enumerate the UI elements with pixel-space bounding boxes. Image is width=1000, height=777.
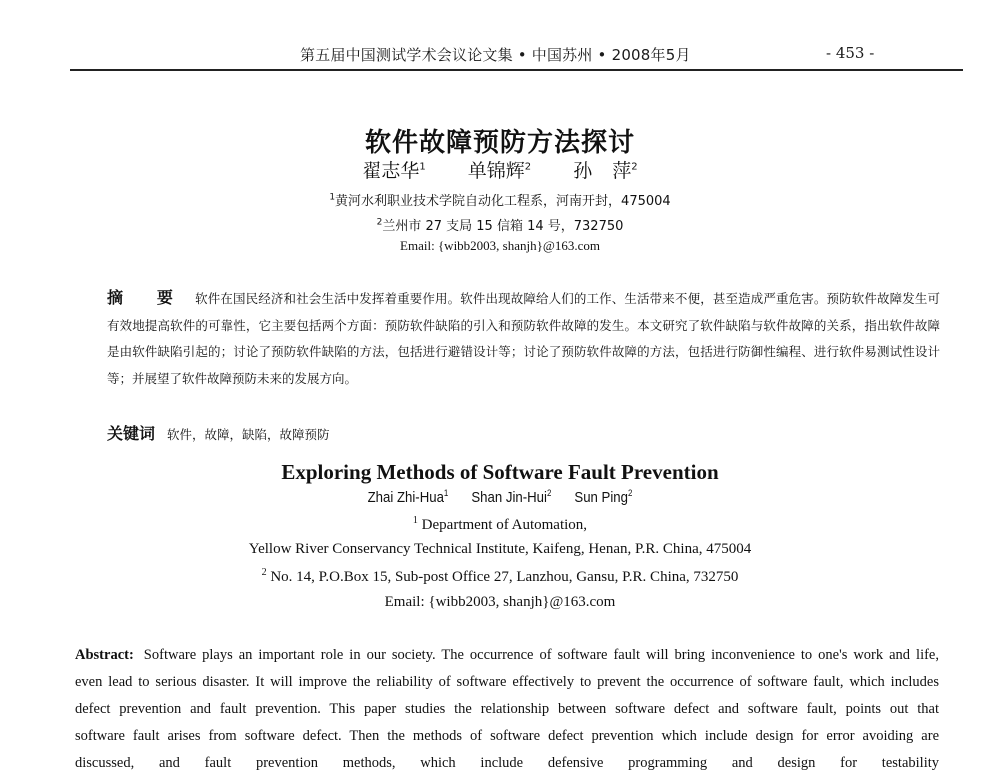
paper-title-cn: 软件故障预防方法探讨 bbox=[364, 128, 635, 158]
abstract-en-line: even lead to serious disaster. It will improve the reliability of software effectively to prevent the occurrence of software fault, which includes bbox=[75, 674, 939, 690]
abstract-en-line: defect prevention and fault prevention. This paper studies the relationship between software defect and software fault, points out that bbox=[75, 701, 939, 717]
author-cn: 单锦辉$^2$ bbox=[467, 160, 532, 182]
abstract-en bbox=[75, 642, 939, 777]
email-en: Email: {wibb2003, shanjh}@163.com bbox=[384, 594, 616, 610]
page-number: - 453 - bbox=[826, 44, 875, 62]
keywords-cn-text: 软件，故障，缺陷，故障预防 bbox=[167, 427, 330, 442]
paper-title-en: Exploring Methods of Software Fault Prevention bbox=[281, 460, 719, 484]
author-cn: 翟志华$^1$ bbox=[362, 160, 426, 182]
author-en: Sun Ping$^2$ bbox=[574, 488, 633, 506]
keywords-cn-label: 关键词 bbox=[107, 424, 156, 443]
affiliation-en-2: $^2$ No. 14, P.O.Box 15, Sub-post Office 27, Lanzhou, Gansu, P.R. China, 732750 bbox=[261, 567, 739, 585]
abstract-en-line: discussed, and fault prevention methods, which include defensive programming and design for testability bbox=[75, 755, 939, 771]
affiliation-en-1-line2: Yellow River Conservancy Technical Institute, Kaifeng, Henan, P.R. China, 475004 bbox=[248, 541, 752, 557]
email-cn: Email: {wibb2003, shanjh}@163.com bbox=[400, 238, 600, 253]
abstract-cn-text: 软件在国民经济和社会生活中发挥着重要作用。软件出现故障给人们的工作、生活带来不便，甚至造成严重危害。预防软件故障发生可有效地提高软件的可靠性，它主要包括两个方面：预防软件缺陷的引入和预防软件故障的发生。本文研究了软件缺陷与软件故障的关系，指出软件故障是由软件缺陷引起的；讨论了预防软件缺陷的方法，包括进行避错设计等；讨论了预防软件故障的方法，包括进行防御性编程、进行软件易测试性设计等；并展望了软件故障预防未来的发展方向。 bbox=[107, 291, 940, 386]
running-header: 第五届中国测试学术会议论文集 • 中国苏州 • 2008年5月 bbox=[300, 46, 691, 64]
affiliation-en-1-line1: $^1$ Department of Automation, bbox=[412, 515, 588, 533]
header-rule bbox=[70, 69, 963, 71]
author-en: Shan Jin-Hui$^2$ bbox=[471, 488, 552, 506]
abstract-en-label: Abstract: bbox=[75, 647, 134, 663]
author-cn: 孙 萍$^2$ bbox=[573, 160, 638, 182]
affiliation-cn-1: $^1$黄河水利职业技术学院自动化工程系，河南开封，475004 bbox=[329, 192, 671, 209]
authors-en bbox=[60, 488, 940, 506]
abstract-cn-label: 摘 要 bbox=[107, 288, 187, 307]
affiliation-cn-2: $^2$兰州市 27 支局 15 信箱 14 号，732750 bbox=[376, 217, 624, 234]
abstract-en-line: software fault arises from software defect. Then the methods of software defect prevention which include design for error avoiding are bbox=[75, 728, 939, 744]
abstract-en-line: Abstract: Software plays an important role in our society. The occurrence of software fault will bring inconvenience to one's work and life, bbox=[75, 647, 939, 663]
authors-cn bbox=[0, 156, 1000, 183]
keywords-cn bbox=[107, 421, 330, 444]
abstract-cn bbox=[107, 285, 940, 392]
author-en: Zhai Zhi-Hua$^1$ bbox=[367, 488, 449, 506]
